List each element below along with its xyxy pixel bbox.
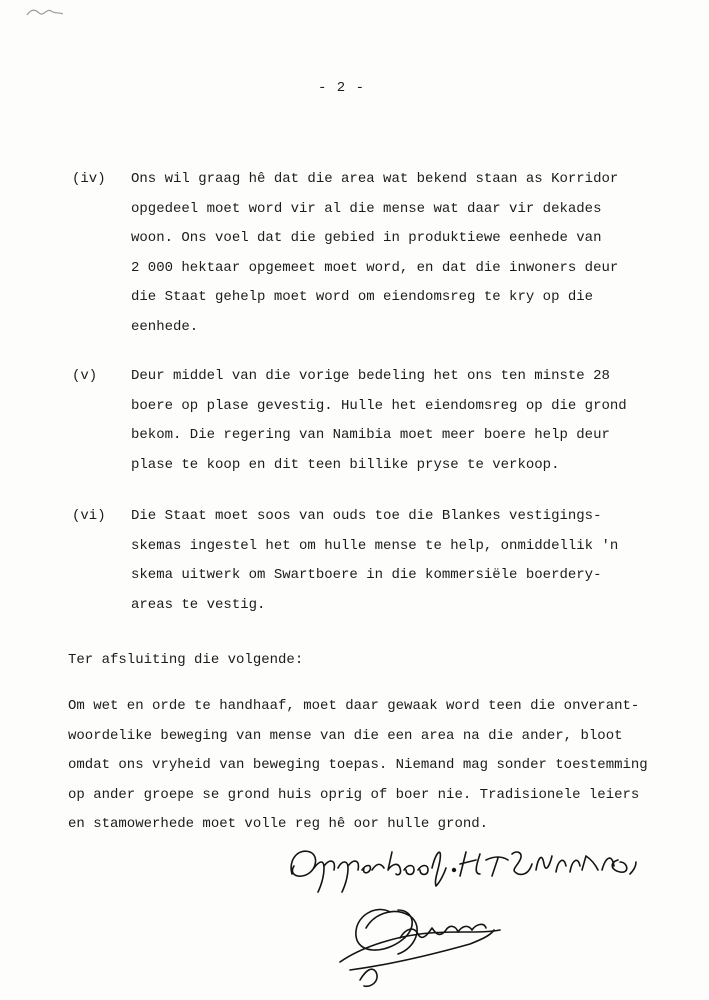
closing-heading: Ter afsluiting die volgende: bbox=[68, 652, 304, 668]
text-line: eenhede. bbox=[131, 318, 199, 335]
item-number: (iv) bbox=[72, 171, 106, 187]
text-line: woordelike beweging van mense van die een area na die ander, bloot bbox=[68, 727, 623, 744]
text-line: plase te koop en dit teen billike pryse te verkoop. bbox=[131, 456, 560, 473]
scan-mark bbox=[25, 5, 65, 19]
text-line: opgedeel moet word vir al die mense wat daar vir dekades bbox=[131, 200, 602, 217]
handwritten-signature bbox=[280, 830, 700, 995]
item-text bbox=[131, 502, 671, 620]
item-text bbox=[131, 362, 671, 480]
closing-paragraph bbox=[68, 692, 688, 840]
text-line: omdat ons vryheid van beweging toepas. Niemand mag sonder toestemming bbox=[68, 757, 648, 773]
item-number: (v) bbox=[72, 368, 98, 384]
text-line: skemas ingestel het om hulle mense te help, onmiddellik 'n bbox=[131, 537, 619, 554]
text-line: areas te vestig. bbox=[131, 596, 266, 613]
text-line: 2 000 hektaar opgemeet moet word, en dat die inwoners deur bbox=[131, 259, 619, 276]
text-line: en stamowerhede moet volle reg hê oor hulle grond. bbox=[68, 816, 489, 832]
text-line: bekom. Die regering van Namibia moet meer boere help deur bbox=[131, 427, 610, 443]
text-line: die Staat gehelp moet word om eiendomsreg te kry op die bbox=[131, 289, 594, 305]
text-line: woon. Ons voel dat die gebied in produktiewe eenhede van bbox=[131, 230, 602, 246]
page-number: - 2 - bbox=[318, 80, 366, 96]
text-line: Die Staat moet soos van ouds toe die Blankes vestigings- bbox=[131, 508, 602, 524]
text-line: Deur middel van die vorige bedeling het ons ten minste 28 bbox=[131, 368, 610, 384]
item-text bbox=[131, 165, 671, 342]
text-line: boere op plase gevestig. Hulle het eiendomsreg op die grond bbox=[131, 397, 627, 414]
text-line: skema uitwerk om Swartboere in die kommersiële boerdery- bbox=[131, 567, 602, 583]
text-line: op ander groepe se grond huis oprig of boer nie. Tradisionele leiers bbox=[68, 786, 640, 803]
text-line: Om wet en orde te handhaaf, moet daar gewaak word teen die onverant- bbox=[68, 698, 640, 714]
text-line: Ons wil graag hê dat die area wat bekend staan as Korridor bbox=[131, 171, 619, 187]
item-number: (vi) bbox=[72, 508, 106, 524]
